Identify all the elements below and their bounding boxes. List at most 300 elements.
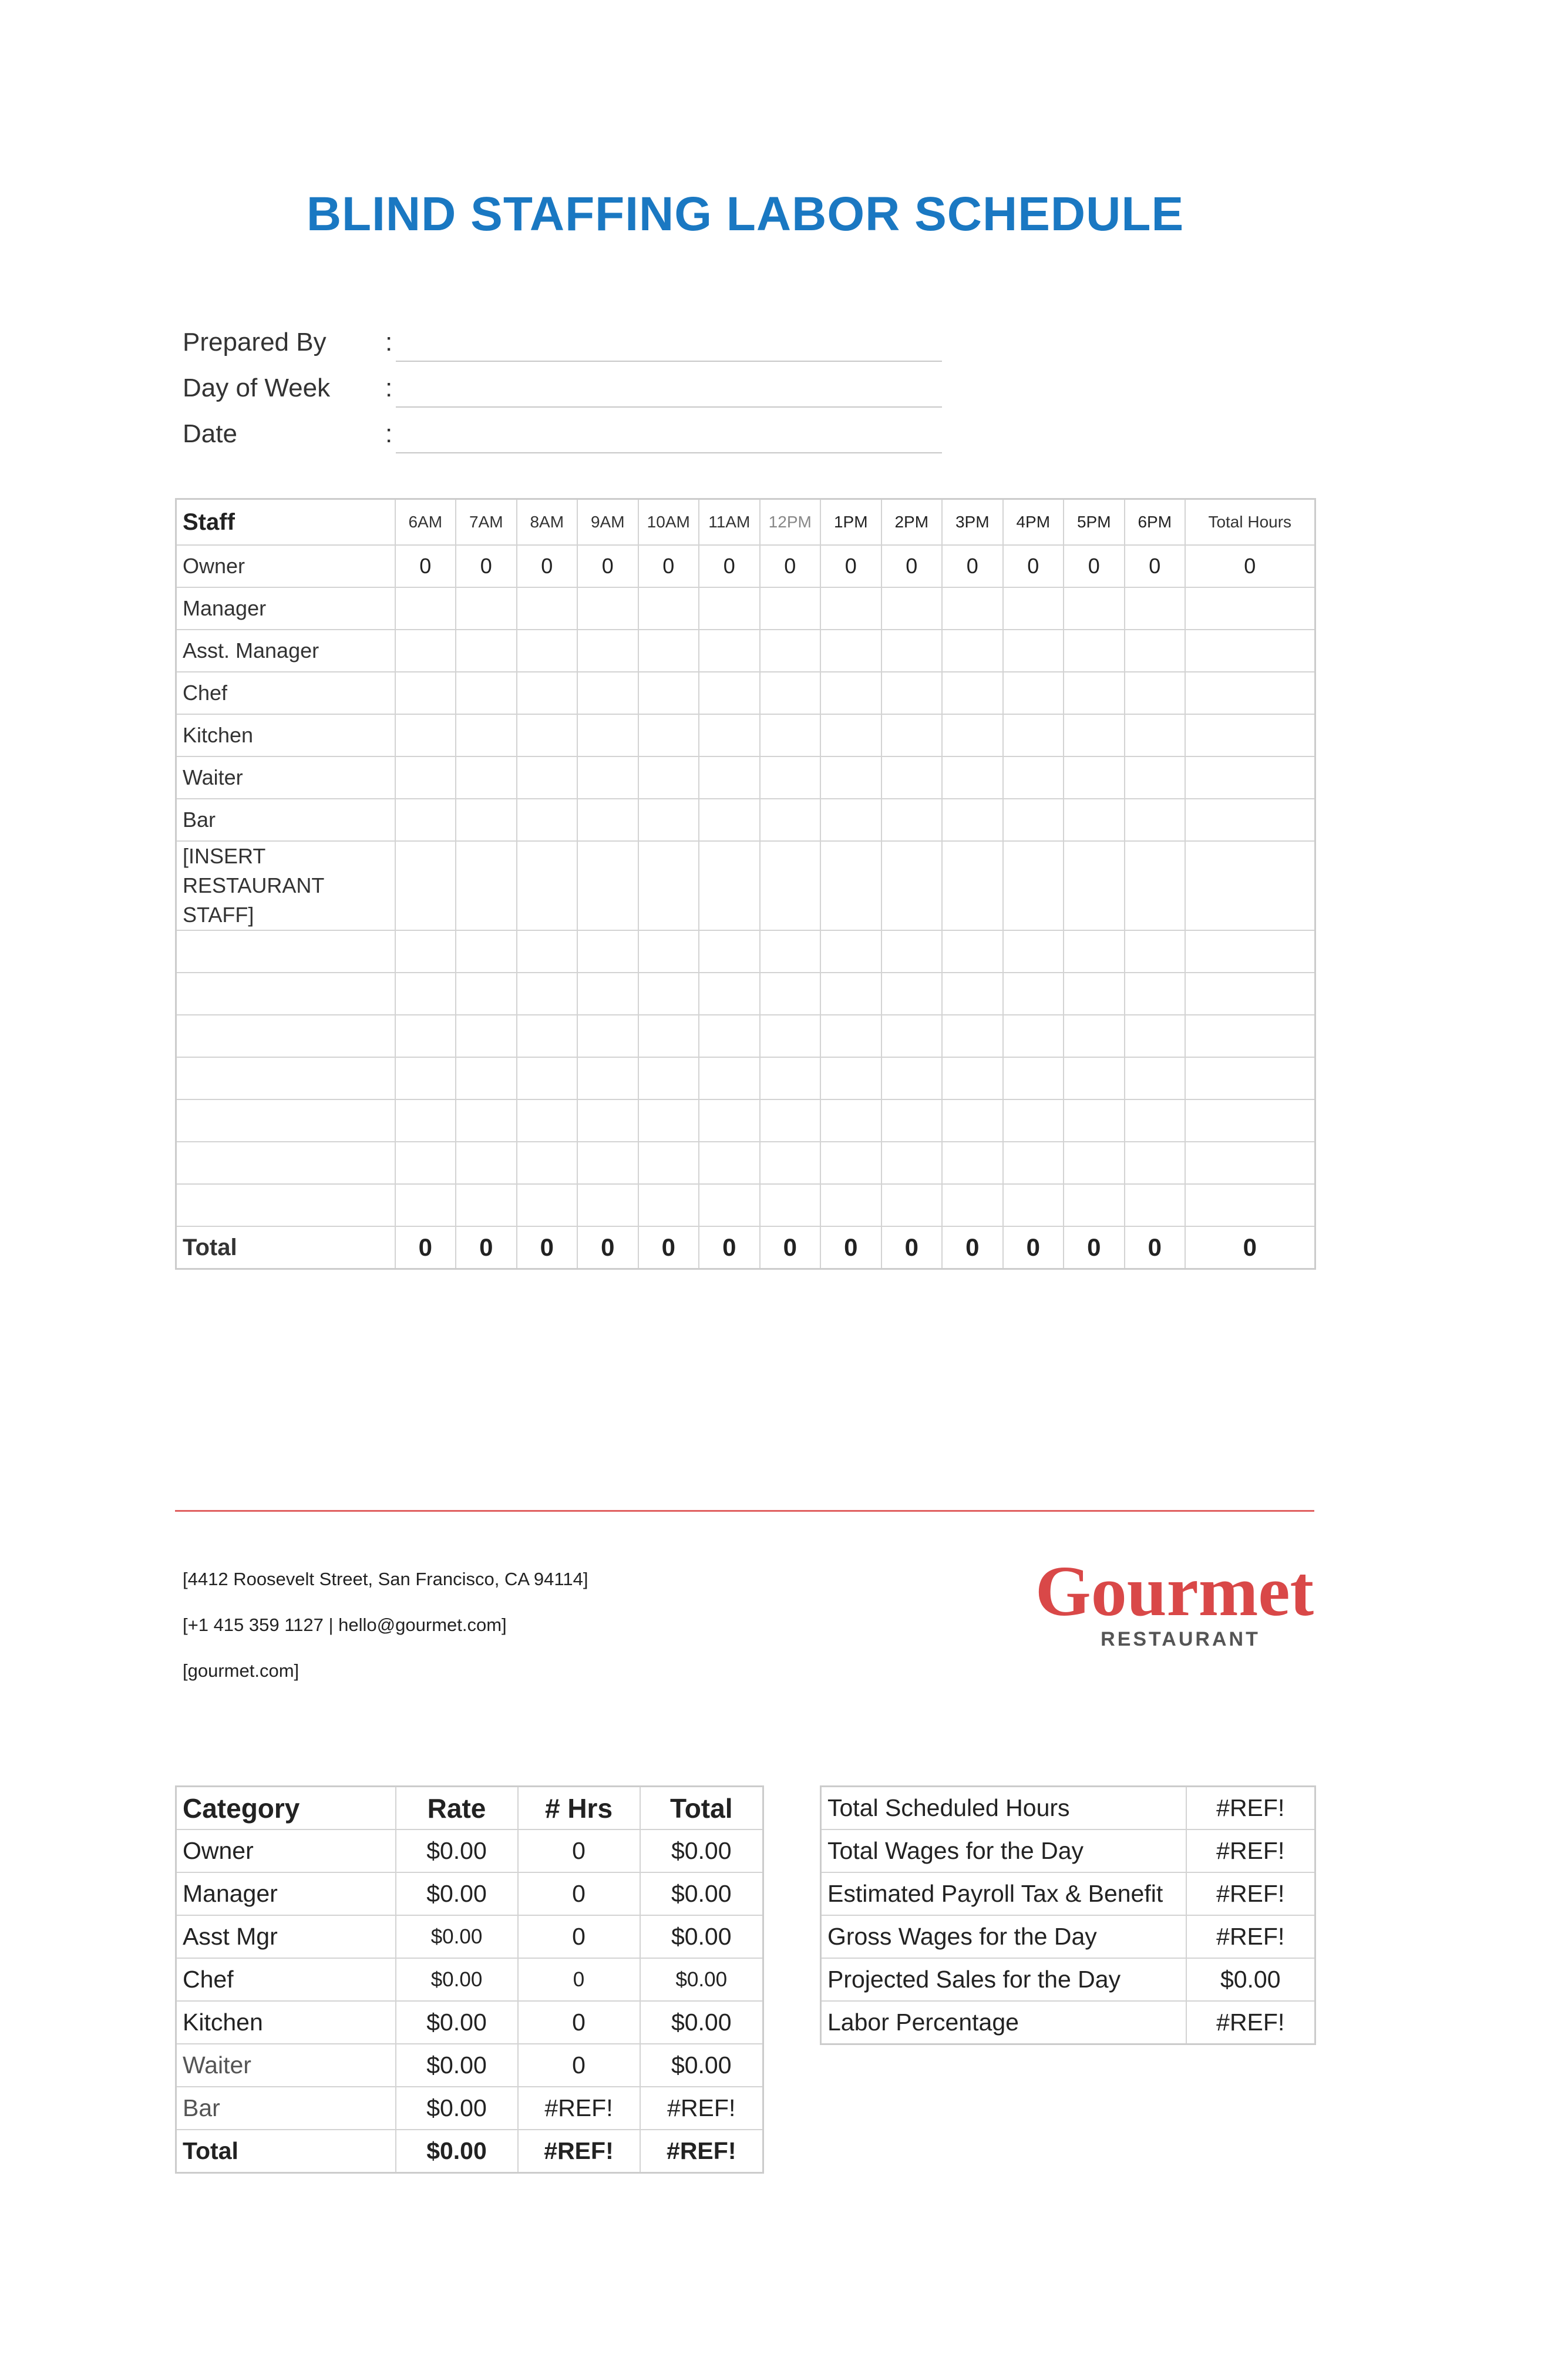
- hour-cell[interactable]: [881, 973, 943, 1015]
- hour-cell[interactable]: [820, 756, 881, 799]
- hour-total-cell: 0: [942, 1226, 1003, 1269]
- hour-cell[interactable]: [1003, 1099, 1064, 1142]
- table-row: [176, 2087, 763, 2130]
- hour-cell[interactable]: [699, 756, 760, 799]
- hour-cell[interactable]: [820, 1184, 881, 1226]
- table-row: [176, 630, 1315, 672]
- hour-cell[interactable]: [1064, 799, 1125, 841]
- hour-header: 11AM: [699, 499, 760, 546]
- hour-cell[interactable]: [1064, 1099, 1125, 1142]
- hour-cell[interactable]: [820, 841, 881, 930]
- table-row: [176, 545, 1315, 587]
- hour-cell[interactable]: [456, 841, 517, 930]
- hour-total-cell: 0: [881, 1226, 943, 1269]
- hour-cell[interactable]: [1003, 587, 1064, 630]
- hour-cell[interactable]: [760, 1099, 821, 1142]
- hour-cell[interactable]: [942, 973, 1003, 1015]
- hour-cell[interactable]: [517, 1099, 578, 1142]
- hour-cell[interactable]: [1125, 1099, 1186, 1142]
- staff-label: Kitchen: [176, 714, 395, 756]
- staff-label[interactable]: [176, 930, 395, 973]
- hour-cell[interactable]: [1064, 756, 1125, 799]
- total-hours-cell: [1185, 799, 1315, 841]
- hour-cell[interactable]: [820, 973, 881, 1015]
- hour-total-cell: 0: [395, 1226, 456, 1269]
- summary-row: [821, 1958, 1315, 2001]
- hour-total-cell: 0: [1064, 1226, 1125, 1269]
- total-cell: #REF!: [640, 2087, 763, 2130]
- hrs-cell: 0: [518, 1872, 640, 1915]
- hour-cell[interactable]: [881, 630, 943, 672]
- hour-cell[interactable]: [517, 930, 578, 973]
- table-row: [176, 841, 1315, 930]
- hour-cell[interactable]: [517, 973, 578, 1015]
- total-hours-cell: [1185, 630, 1315, 672]
- hour-cell[interactable]: [942, 1015, 1003, 1057]
- hour-cell[interactable]: [820, 799, 881, 841]
- hour-cell[interactable]: [942, 1057, 1003, 1099]
- hour-total-cell: 0: [1125, 1226, 1186, 1269]
- hour-cell[interactable]: [1064, 1142, 1125, 1184]
- hour-cell[interactable]: [1003, 799, 1064, 841]
- rate-cell[interactable]: $0.00: [396, 1872, 518, 1915]
- prepared-by-label: Prepared By: [183, 328, 327, 357]
- table-row: [176, 756, 1315, 799]
- hour-cell[interactable]: 0: [456, 545, 517, 587]
- hour-cell[interactable]: [638, 1184, 699, 1226]
- summary-value[interactable]: $0.00: [1186, 1958, 1315, 2001]
- hour-total-cell: 0: [456, 1226, 517, 1269]
- total-hours-header: Total Hours: [1185, 499, 1315, 546]
- hour-cell[interactable]: [881, 587, 943, 630]
- hour-cell[interactable]: [1125, 630, 1186, 672]
- hour-cell[interactable]: [456, 756, 517, 799]
- hour-cell[interactable]: [517, 630, 578, 672]
- hour-cell[interactable]: [881, 672, 943, 714]
- hour-cell[interactable]: [456, 1015, 517, 1057]
- hour-cell[interactable]: [881, 1057, 943, 1099]
- hour-cell[interactable]: 0: [577, 545, 638, 587]
- hour-cell[interactable]: [517, 1015, 578, 1057]
- hour-cell[interactable]: [1064, 930, 1125, 973]
- hour-total-cell: 0: [820, 1226, 881, 1269]
- hour-cell[interactable]: [881, 930, 943, 973]
- hour-cell[interactable]: [456, 587, 517, 630]
- hour-cell[interactable]: [456, 672, 517, 714]
- hour-cell[interactable]: [456, 1057, 517, 1099]
- hour-cell[interactable]: [456, 973, 517, 1015]
- hour-cell[interactable]: [577, 973, 638, 1015]
- hour-cell[interactable]: [760, 841, 821, 930]
- prepared-by-field[interactable]: [396, 361, 942, 362]
- hour-cell[interactable]: [820, 1099, 881, 1142]
- summary-value: #REF!: [1186, 1872, 1315, 1915]
- hour-cell[interactable]: [942, 841, 1003, 930]
- hour-cell[interactable]: [638, 799, 699, 841]
- hour-cell[interactable]: [881, 1015, 943, 1057]
- hour-cell[interactable]: [942, 714, 1003, 756]
- hour-cell[interactable]: [1064, 714, 1125, 756]
- hour-cell[interactable]: [577, 799, 638, 841]
- category-cell: Waiter: [176, 2044, 396, 2087]
- hrs-cell: 0: [518, 1915, 640, 1958]
- hour-cell[interactable]: [638, 587, 699, 630]
- hour-cell[interactable]: [942, 756, 1003, 799]
- hour-cell[interactable]: [1003, 630, 1064, 672]
- hour-cell[interactable]: 0: [760, 545, 821, 587]
- staff-label[interactable]: [176, 1184, 395, 1226]
- hour-cell[interactable]: [699, 973, 760, 1015]
- grand-total-cell: 0: [1185, 1226, 1315, 1269]
- table-row: [176, 672, 1315, 714]
- hour-cell[interactable]: [760, 1057, 821, 1099]
- hour-cell[interactable]: [760, 672, 821, 714]
- hour-cell[interactable]: 0: [881, 545, 943, 587]
- hour-cell[interactable]: [577, 714, 638, 756]
- hour-cell[interactable]: [577, 756, 638, 799]
- hour-cell[interactable]: [456, 1099, 517, 1142]
- hour-cell[interactable]: [395, 1142, 456, 1184]
- hour-cell[interactable]: [942, 1184, 1003, 1226]
- hour-cell[interactable]: [1125, 672, 1186, 714]
- hour-cell[interactable]: [577, 1142, 638, 1184]
- hour-cell[interactable]: [1064, 672, 1125, 714]
- hour-cell[interactable]: [456, 630, 517, 672]
- hour-cell[interactable]: [881, 799, 943, 841]
- hour-cell[interactable]: [881, 841, 943, 930]
- hour-cell[interactable]: [942, 630, 1003, 672]
- staff-label: Chef: [176, 672, 395, 714]
- rate-cell[interactable]: $0.00: [396, 1829, 518, 1872]
- hrs-cell: 0: [518, 1829, 640, 1872]
- hour-cell[interactable]: 0: [699, 545, 760, 587]
- rate-cell[interactable]: $0.00: [396, 2087, 518, 2130]
- table-row: [176, 1099, 1315, 1142]
- hour-cell[interactable]: [699, 714, 760, 756]
- hour-cell[interactable]: [699, 1142, 760, 1184]
- hour-cell[interactable]: [638, 1057, 699, 1099]
- hour-cell[interactable]: [395, 587, 456, 630]
- staff-label[interactable]: [176, 1099, 395, 1142]
- labor-schedule-table: [175, 498, 1316, 1270]
- hour-cell[interactable]: [638, 1142, 699, 1184]
- staff-label[interactable]: [176, 973, 395, 1015]
- rate-cell[interactable]: $0.00: [396, 1958, 518, 2001]
- hour-cell[interactable]: [456, 799, 517, 841]
- hour-cell[interactable]: [517, 587, 578, 630]
- total-cell: $0.00: [640, 1829, 763, 1872]
- hour-header: 5PM: [1064, 499, 1125, 546]
- hour-cell[interactable]: [699, 1184, 760, 1226]
- hour-cell[interactable]: [1064, 841, 1125, 930]
- hour-cell[interactable]: [942, 587, 1003, 630]
- table-row: [176, 799, 1315, 841]
- hour-cell[interactable]: [395, 799, 456, 841]
- hour-cell[interactable]: [881, 1142, 943, 1184]
- staff-label[interactable]: [176, 1015, 395, 1057]
- total-cell: $0.00: [640, 1872, 763, 1915]
- address-text: [4412 Roosevelt Street, San Francisco, CA 94114]: [183, 1569, 588, 1589]
- hour-cell[interactable]: [577, 1015, 638, 1057]
- hour-cell[interactable]: [395, 1015, 456, 1057]
- total-hours-cell: [1185, 756, 1315, 799]
- day-of-week-field[interactable]: [396, 406, 942, 408]
- hour-cell[interactable]: 0: [1064, 545, 1125, 587]
- hour-cell[interactable]: [760, 714, 821, 756]
- category-header: Category: [176, 1787, 396, 1830]
- hour-cell[interactable]: [456, 1142, 517, 1184]
- hour-cell[interactable]: [577, 1099, 638, 1142]
- rate-header: Rate: [396, 1787, 518, 1830]
- hour-cell[interactable]: [577, 1057, 638, 1099]
- hour-cell[interactable]: [395, 1184, 456, 1226]
- hour-cell[interactable]: [1003, 672, 1064, 714]
- hour-cell[interactable]: [1125, 1184, 1186, 1226]
- hour-cell[interactable]: [1125, 1015, 1186, 1057]
- hour-cell[interactable]: [820, 630, 881, 672]
- hour-cell[interactable]: [760, 1015, 821, 1057]
- hour-cell[interactable]: [1003, 1015, 1064, 1057]
- hour-cell[interactable]: [577, 1184, 638, 1226]
- hour-cell[interactable]: [760, 1184, 821, 1226]
- hour-cell[interactable]: [1003, 1184, 1064, 1226]
- hour-cell[interactable]: [517, 714, 578, 756]
- hour-cell[interactable]: [517, 756, 578, 799]
- hour-cell[interactable]: [820, 1142, 881, 1184]
- hour-cell[interactable]: [517, 672, 578, 714]
- hour-cell[interactable]: [1125, 1057, 1186, 1099]
- total-hours-cell: [1185, 1142, 1315, 1184]
- hour-header: 8AM: [517, 499, 578, 546]
- hour-cell[interactable]: [456, 930, 517, 973]
- total-cell: $0.00: [640, 1958, 763, 2001]
- hour-cell[interactable]: [942, 672, 1003, 714]
- hour-cell[interactable]: [1064, 973, 1125, 1015]
- hour-cell[interactable]: [1125, 799, 1186, 841]
- hour-cell[interactable]: [1125, 756, 1186, 799]
- website-text: [gourmet.com]: [183, 1660, 300, 1681]
- summary-value: #REF!: [1186, 1829, 1315, 1872]
- hour-cell[interactable]: [638, 756, 699, 799]
- hour-cell[interactable]: [881, 1099, 943, 1142]
- hour-cell[interactable]: [577, 841, 638, 930]
- gourmet-logo: [1028, 1551, 1321, 1662]
- total-cell: $0.00: [640, 2001, 763, 2044]
- hour-cell[interactable]: [577, 930, 638, 973]
- hour-cell[interactable]: [820, 930, 881, 973]
- hour-cell[interactable]: [1125, 930, 1186, 973]
- summary-label: Estimated Payroll Tax & Benefit: [821, 1872, 1186, 1915]
- total-hours-cell: [1185, 1184, 1315, 1226]
- hour-cell[interactable]: 0: [517, 545, 578, 587]
- total-hours-cell: [1185, 1057, 1315, 1099]
- hour-total-cell: 0: [1003, 1226, 1064, 1269]
- staff-label[interactable]: [176, 1142, 395, 1184]
- hour-cell[interactable]: [395, 841, 456, 930]
- hour-cell[interactable]: [760, 1142, 821, 1184]
- rate-cell[interactable]: $0.00: [396, 2001, 518, 2044]
- hour-cell[interactable]: [456, 1184, 517, 1226]
- hour-cell[interactable]: [456, 714, 517, 756]
- total-hours-cell: [1185, 1015, 1315, 1057]
- hour-cell[interactable]: [942, 1142, 1003, 1184]
- summary-row: [821, 2001, 1315, 2044]
- hour-cell[interactable]: [638, 630, 699, 672]
- hour-cell[interactable]: [517, 1184, 578, 1226]
- hour-cell[interactable]: [517, 841, 578, 930]
- category-cell: Chef: [176, 1958, 396, 2001]
- hour-cell[interactable]: [577, 630, 638, 672]
- hour-cell[interactable]: [942, 930, 1003, 973]
- hour-cell[interactable]: [1064, 630, 1125, 672]
- hour-header: 2PM: [881, 499, 943, 546]
- total-hours-cell: [1185, 1099, 1315, 1142]
- hour-cell[interactable]: [760, 630, 821, 672]
- hour-cell[interactable]: [638, 672, 699, 714]
- staff-label: Manager: [176, 587, 395, 630]
- hour-cell[interactable]: [577, 587, 638, 630]
- staff-label[interactable]: [176, 1057, 395, 1099]
- hour-cell[interactable]: [820, 714, 881, 756]
- hour-cell[interactable]: [395, 672, 456, 714]
- logo-sub: RESTAURANT: [1101, 1628, 1260, 1650]
- hour-cell[interactable]: [638, 1099, 699, 1142]
- table-row: [176, 930, 1315, 973]
- hour-cell[interactable]: [699, 1057, 760, 1099]
- hour-cell[interactable]: 0: [820, 545, 881, 587]
- hour-cell[interactable]: [1125, 587, 1186, 630]
- hour-header: 3PM: [942, 499, 1003, 546]
- hour-cell[interactable]: 0: [1003, 545, 1064, 587]
- hour-cell[interactable]: [699, 799, 760, 841]
- hour-cell[interactable]: [1064, 1015, 1125, 1057]
- hour-cell[interactable]: [1003, 930, 1064, 973]
- hour-total-cell: 0: [577, 1226, 638, 1269]
- hour-cell[interactable]: [820, 1015, 881, 1057]
- hour-cell[interactable]: [760, 930, 821, 973]
- table-row: [176, 2001, 763, 2044]
- category-cell: Kitchen: [176, 2001, 396, 2044]
- hour-cell[interactable]: [517, 1057, 578, 1099]
- hour-cell[interactable]: [699, 841, 760, 930]
- date-field[interactable]: [396, 452, 942, 453]
- hour-cell[interactable]: [638, 714, 699, 756]
- hour-cell[interactable]: [395, 973, 456, 1015]
- total-hours-cell: [1185, 930, 1315, 973]
- hour-cell[interactable]: [395, 630, 456, 672]
- hour-cell[interactable]: 0: [1125, 545, 1186, 587]
- summary-label: Total Scheduled Hours: [821, 1787, 1186, 1830]
- hour-cell[interactable]: [395, 714, 456, 756]
- hour-cell[interactable]: [517, 799, 578, 841]
- summary-row: [821, 1829, 1315, 1872]
- hour-cell[interactable]: [395, 1057, 456, 1099]
- rate-cell[interactable]: $0.00: [396, 2044, 518, 2087]
- hour-cell[interactable]: [760, 799, 821, 841]
- hour-cell[interactable]: 0: [395, 545, 456, 587]
- footer-divider: [175, 1510, 1314, 1512]
- hour-cell[interactable]: [699, 1015, 760, 1057]
- table-row: [176, 1057, 1315, 1099]
- hour-cell[interactable]: [881, 756, 943, 799]
- hour-cell[interactable]: [638, 1015, 699, 1057]
- summary-value: #REF!: [1186, 1915, 1315, 1958]
- hour-cell[interactable]: [638, 973, 699, 1015]
- hrs-cell: 0: [518, 2044, 640, 2087]
- hour-cell[interactable]: [820, 587, 881, 630]
- category-total-row: [176, 2130, 763, 2173]
- hour-cell[interactable]: [1125, 1142, 1186, 1184]
- hour-cell[interactable]: [699, 672, 760, 714]
- logo-name: Gourmet: [1035, 1552, 1314, 1631]
- summary-label: Projected Sales for the Day: [821, 1958, 1186, 2001]
- hour-cell[interactable]: [699, 1099, 760, 1142]
- hour-cell[interactable]: [942, 799, 1003, 841]
- summary-label: Gross Wages for the Day: [821, 1915, 1186, 1958]
- hour-cell[interactable]: [881, 714, 943, 756]
- hour-cell[interactable]: [760, 756, 821, 799]
- hour-cell[interactable]: [395, 756, 456, 799]
- table-row: [176, 1829, 763, 1872]
- hour-cell[interactable]: [1064, 587, 1125, 630]
- hour-cell[interactable]: [1064, 1184, 1125, 1226]
- hour-cell[interactable]: [1125, 973, 1186, 1015]
- total-hours-cell: [1185, 973, 1315, 1015]
- category-total-label: Total: [176, 2130, 396, 2173]
- hour-cell[interactable]: [1003, 973, 1064, 1015]
- total-hours-cell: [1185, 841, 1315, 930]
- hour-cell[interactable]: [1003, 756, 1064, 799]
- summary-label: Total Wages for the Day: [821, 1829, 1186, 1872]
- hour-cell[interactable]: [820, 672, 881, 714]
- hour-cell[interactable]: [699, 930, 760, 973]
- hour-cell[interactable]: [760, 587, 821, 630]
- hour-cell[interactable]: 0: [942, 545, 1003, 587]
- hour-cell[interactable]: [1125, 841, 1186, 930]
- hour-cell[interactable]: [699, 587, 760, 630]
- hour-cell[interactable]: 0: [638, 545, 699, 587]
- hour-cell[interactable]: [820, 1057, 881, 1099]
- hour-cell[interactable]: [699, 630, 760, 672]
- schedule-header-row: [176, 499, 1315, 546]
- category-cell: Asst Mgr: [176, 1915, 396, 1958]
- hour-cell[interactable]: [942, 1099, 1003, 1142]
- table-row: [176, 1184, 1315, 1226]
- category-cell: Manager: [176, 1872, 396, 1915]
- hour-cell[interactable]: [1003, 841, 1064, 930]
- total-hours-cell: [1185, 714, 1315, 756]
- hour-cell[interactable]: [395, 1099, 456, 1142]
- hour-header: 1PM: [820, 499, 881, 546]
- hour-cell[interactable]: [760, 973, 821, 1015]
- hour-cell[interactable]: [1003, 714, 1064, 756]
- hour-cell[interactable]: [1003, 1142, 1064, 1184]
- hour-cell[interactable]: [1125, 714, 1186, 756]
- hour-cell[interactable]: [638, 930, 699, 973]
- hour-cell[interactable]: [517, 1142, 578, 1184]
- hour-cell[interactable]: [1003, 1057, 1064, 1099]
- hour-cell[interactable]: [1064, 1057, 1125, 1099]
- category-header-row: [176, 1787, 763, 1830]
- rate-cell[interactable]: $0.00: [396, 1915, 518, 1958]
- staff-label: Waiter: [176, 756, 395, 799]
- staff-label: Asst. Manager: [176, 630, 395, 672]
- schedule-total-row: [176, 1226, 1315, 1269]
- hour-cell[interactable]: [881, 1184, 943, 1226]
- hour-cell[interactable]: [395, 930, 456, 973]
- hour-cell[interactable]: [577, 672, 638, 714]
- hour-cell[interactable]: [638, 841, 699, 930]
